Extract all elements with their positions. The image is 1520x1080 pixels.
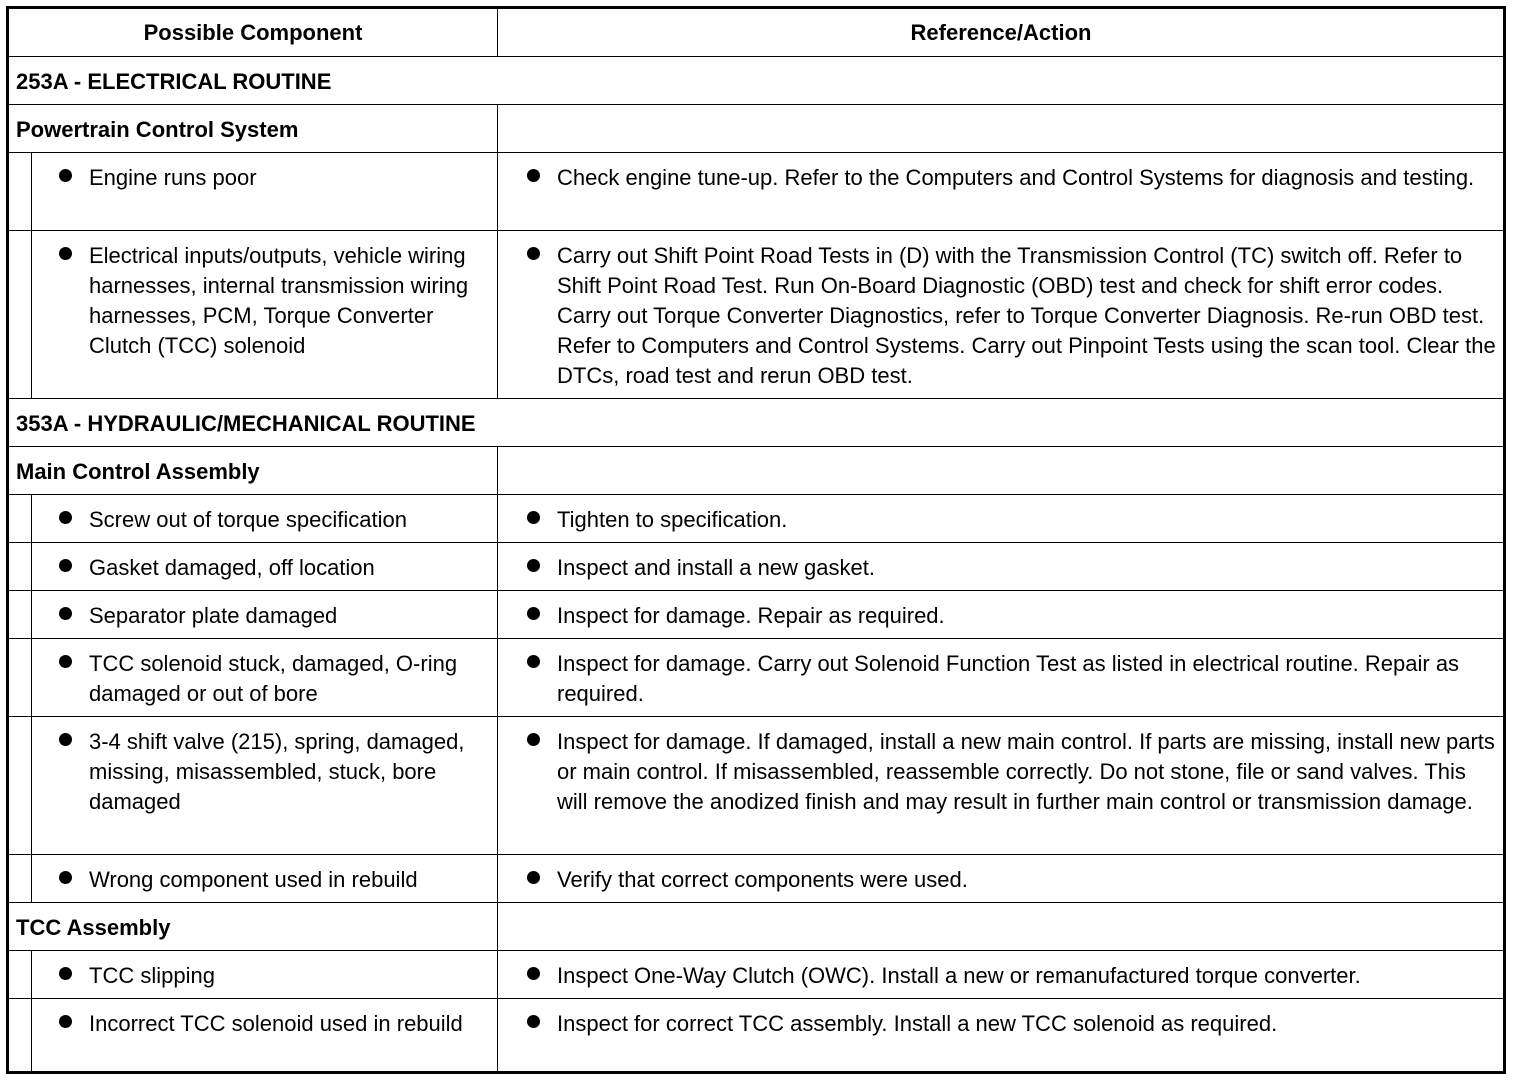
table-row: [9, 951, 1503, 999]
component-cell: 3-4 shift valve (215), spring, damaged, missing, misassembled, stuck, bore damaged: [89, 729, 465, 814]
diagnosis-table: [6, 6, 1506, 1074]
component-cell: Gasket damaged, off location: [89, 555, 375, 580]
subsection-title: Powertrain Control System: [16, 117, 299, 142]
bullet-icon: [527, 967, 540, 980]
subsection-row-tcc-assembly: [9, 903, 1503, 951]
bullet-icon: [527, 655, 540, 668]
bullet-icon: [59, 733, 72, 746]
component-cell: TCC solenoid stuck, damaged, O-ring damaged or out of bore: [89, 651, 458, 706]
bullet-icon: [527, 247, 540, 260]
bullet-icon: [59, 1015, 72, 1028]
action-cell: Verify that correct components were used.: [557, 867, 968, 892]
action-cell: Inspect for correct TCC assembly. Install a new TCC solenoid as required.: [557, 1011, 1278, 1036]
table-row: [9, 639, 1503, 717]
action-cell: Inspect for damage. If damaged, install a new main control. If parts are missing, install new parts or main control. If misassembled, reassemble correctly. Do not stone, file or sand valves. This will remove the anodized finish and may result in further main control or transmission damage.: [557, 729, 1495, 814]
component-cell: Engine runs poor: [89, 165, 257, 190]
action-cell: Tighten to specification.: [557, 507, 788, 532]
section-title: 353A - HYDRAULIC/MECHANICAL ROUTINE: [16, 411, 476, 436]
column-header-component: Possible Component: [143, 19, 363, 45]
bullet-icon: [527, 169, 540, 182]
bullet-icon: [59, 559, 72, 572]
table-row: [9, 591, 1503, 639]
table-row: [9, 495, 1503, 543]
table-row: [9, 543, 1503, 591]
action-cell: Inspect for damage. Repair as required.: [557, 603, 945, 628]
component-cell: Incorrect TCC solenoid used in rebuild: [89, 1011, 463, 1036]
component-cell: Electrical inputs/outputs, vehicle wiring harnesses, internal transmission wiring harnesses, PCM, Torque Converter Clutch (TCC) solenoid: [89, 243, 469, 358]
table-row: [9, 855, 1503, 903]
component-cell: TCC slipping: [89, 963, 215, 988]
table-row: [9, 999, 1503, 1071]
bullet-icon: [59, 967, 72, 980]
section-title: 253A - ELECTRICAL ROUTINE: [16, 69, 332, 94]
action-cell: Inspect and install a new gasket.: [557, 555, 875, 580]
table-row: [9, 717, 1503, 855]
component-cell: Wrong component used in rebuild: [89, 867, 418, 892]
bullet-icon: [59, 511, 72, 524]
action-cell: Inspect for damage. Carry out Solenoid Function Test as listed in electrical routine. Repair as required.: [557, 651, 1460, 706]
bullet-icon: [527, 607, 540, 620]
table-row: [9, 153, 1503, 231]
action-cell: Inspect One-Way Clutch (OWC). Install a new or remanufactured torque converter.: [557, 963, 1361, 988]
bullet-icon: [527, 511, 540, 524]
component-cell: Screw out of torque specification: [89, 507, 407, 532]
subsection-title: Main Control Assembly: [16, 459, 260, 484]
bullet-icon: [59, 247, 72, 260]
section-row-hydraulic: [9, 399, 1503, 447]
bullet-icon: [527, 871, 540, 884]
component-cell: Separator plate damaged: [89, 603, 338, 628]
bullet-icon: [59, 871, 72, 884]
section-row-electrical: [9, 57, 1503, 105]
table-header-row: [9, 9, 1503, 57]
bullet-icon: [527, 559, 540, 572]
bullet-icon: [59, 169, 72, 182]
bullet-icon: [527, 1015, 540, 1028]
subsection-row-powertrain: [9, 105, 1503, 153]
action-cell: Carry out Shift Point Road Tests in (D) with the Transmission Control (TC) switch off. Refer to Shift Point Road Test. Run On-Board Diagnostic (OBD) test and check for shift error codes. Carry out Torque Converter Diagnostics, refer to Torque Converter Diagnosis. Re-run OBD test. Refer to Computers and Control Systems. Carry out Pinpoint Tests using the scan tool. Clear the DTCs, road test and rerun OBD test.: [557, 243, 1496, 388]
bullet-icon: [59, 655, 72, 668]
table-row: [9, 231, 1503, 399]
subsection-row-main-control: [9, 447, 1503, 495]
bullet-icon: [527, 733, 540, 746]
action-cell: Check engine tune-up. Refer to the Computers and Control Systems for diagnosis and testing.: [557, 165, 1475, 190]
bullet-icon: [59, 607, 72, 620]
subsection-title: TCC Assembly: [16, 915, 171, 940]
column-header-action: Reference/Action: [910, 19, 1092, 45]
